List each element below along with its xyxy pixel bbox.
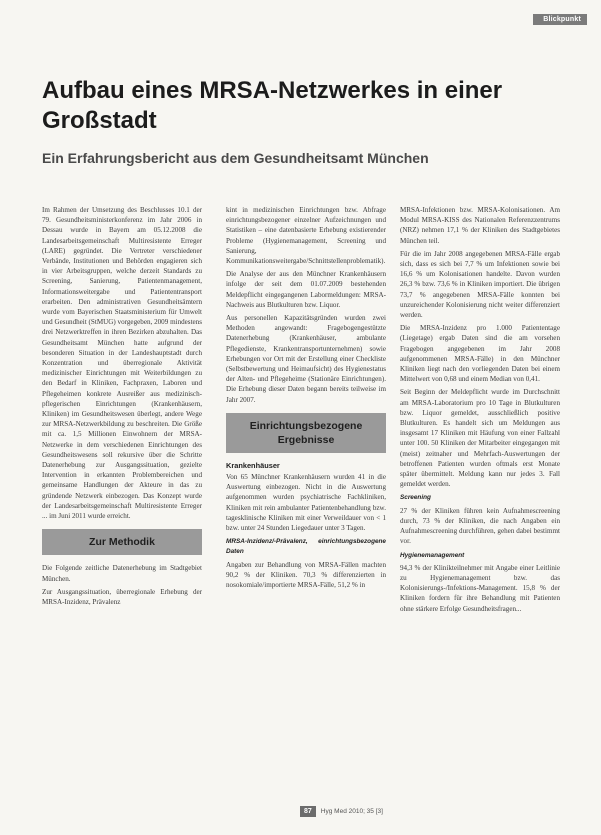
subheading: MRSA-Inzidenz/-Prävalenz, einrichtungsbezogene Daten bbox=[226, 538, 386, 556]
journal-citation: Hyg Med 2010; 35 [3] bbox=[320, 808, 383, 815]
subheading: Krankenhäuser bbox=[226, 460, 280, 470]
paragraph: 94,3 % der Klinikteilnehmer mit Angabe einer Leitlinie zu Hygienemanagement bzw. das Kolonisierungs-/Infektions-Management. 15,8 % der Kliniken fordern für ihre Behandlung mit Patienten ohne stärkere Erfolge Gesundheitsfragen... bbox=[400, 563, 560, 613]
article-subtitle: Ein Erfahrungsbericht aus dem Gesundheitsamt München bbox=[42, 150, 429, 166]
paragraph: Zur Ausgangssituation, überregionale Erhebung der MRSA-Inzidenz, Prävalenz bbox=[42, 587, 202, 606]
paragraph: Aus personellen Kapazitätsgründen wurden zwei Methoden angewandt: Fragebogengestützte Datenerhebung (Krankenhäuser, ambulante Pflegedienste, Krankentransportunternehmen) sowie Erhebungen vor Ort mit der Erstellung einer Checkliste (Selbstbewertung und Heimaufsicht) des Hygienestatus der Alten- und Pflegeheime (Stationäre Einrichtungen). Die Erhebung dieser Daten begann bereits teilweise im Jahr 2007. bbox=[226, 314, 386, 404]
section-tag: Blickpunkt bbox=[533, 14, 587, 25]
paragraph: kint in medizinischen Einrichtungen bzw. Abfrage einrichtungsbezogener einzelner Aufzeichnungen und Statistiken – eine datenbasierte Erhebung existierender Probleme (Hygienemanagement, Screening und Sanierung, Kommunikationsweitergabe/Schnittstellenproblematik). bbox=[226, 206, 386, 266]
paragraph: Für die im Jahr 2008 angegebenen MRSA-Fälle ergab sich, dass es sich bei 7,7 % um Infektionen sowie bei 16,6 % um Kolonisationen handelte. Davon wurden 26,3 % bzw. 73,6 % in Kliniken importiert. Die übrigen 73,7 % angegebenen MRSA-Fälle konnten bei unzureichender Kolonisierung nicht weiter differenziert werden. bbox=[400, 249, 560, 320]
column-2 bbox=[226, 205, 386, 593]
page-footer bbox=[300, 806, 383, 817]
section-heading-box: Zur Methodik bbox=[42, 529, 202, 555]
column-3 bbox=[400, 205, 560, 617]
paragraph: Von 65 Münchner Krankenhäusern wurden 41 in die Auswertung einbezogen. Nicht in die Auswertung aufgenommen wurden psychiatrische Fachkliniken, Kliniken mit rein ambulanter Patientenbehandlung bzw. tagesklinische Kliniken mit einer Verweildauer von < 1 bzw. unter 24 Stunden Liegedauer unter 3 Tagen. bbox=[226, 473, 386, 533]
paragraph: Angaben zur Behandlung von MRSA-Fällen machten 90,2 % der Kliniken. 70,3 % differenzierten in nosokomiale/importierte MRSA-Fälle, 51,2 % in bbox=[226, 560, 386, 590]
page-number: 87 bbox=[300, 806, 316, 817]
paragraph: Die Analyse der aus den Münchner Krankenhäusern infolge der seit dem 01.07.2009 bestehenden Meldepflicht eingegangenen Labormeldungen: MRSA-Nachweis aus Blutkulturen bzw. Liquor. bbox=[226, 270, 386, 309]
subheading: Hygienemanagement bbox=[400, 551, 465, 559]
paragraph: Die Folgende zeitliche Datenerhebung im Stadtgebiet München. bbox=[42, 564, 202, 583]
subheading: Screening bbox=[400, 494, 431, 502]
section-heading-box: Einrichtungsbezogene Ergebnisse bbox=[226, 413, 386, 453]
article-title: Aufbau eines MRSA-Netzwerkes in einer Großstadt bbox=[42, 77, 503, 134]
paragraph: MRSA-Infektionen bzw. MRSA-Kolonisationen. Am Modul MRSA-KISS des Nationalen Referenzzentrums (NRZ) nehmen 17,1 % der Kliniken des Stadtgebietes München teil. bbox=[400, 206, 560, 245]
paragraph: 27 % der Kliniken führen kein Aufnahmescreening durch, 73 % der Kliniken, die nach Angaben ein Aufnahmescreening durchführen, gehen dabei bestimmt vor. bbox=[400, 506, 560, 546]
paragraph: Im Rahmen der Umsetzung des Beschlusses 10.1 der 79. Gesundheitsministerkonferenz im Jahr 2006 in Dessau wurde in Bayern am 05.12.2008 die Landesarbeitsgemeinschaft Multiresistente Erreger (LARE) gegründet. Die Vertreter verschiedener Verbände, Institutionen und Behörden engagieren sich in vier Arbeitsgruppen, welche derzeit Standards zu Screening, Sanierung, Patientenmanagement, Informationsweitergabe und Patiententransport erarbeiten. Den administrativen Gesundheitsämtern wurde vom Bayerischen Staatsministerium für Umwelt und Gesundheit (StMUG) vorgegeben, 2009 mindestens drei Netzwerktreffen in ihren Bezirken abzuhalten. Das Gesundheitsamt München hatte aufgrund der besonderen Situation in der Landeshauptstadt durch Konzentration und überregionale Aktivität medizinischer Einrichtungen mit Weiterbildungen zu den Bedarf in Kliniken, Fachpraxen, Laboren und Pflegeheimen konkrete Ausreißer aus medizinisch-pflegerischen Einrichtungen (Krankenhäusern, Kliniken) im Gesundheitswesen überlegt, andere Wege zur MRSA-Netzwerkbildung zu beschreiten. Die Größe mit ca. 1,5 Millionen Einwohnern der MRSA-Netzwerke in dem verschiedenen Einrichtungen des Gesundheitswesens soll rekursive über die Schritte Datenerhebung zur Ausgangssituation, gezielte Intervention in erkannten Problembereichen und gemeinsame Handlungen der Akteure in das zu gründende Netzwerk einbezogen. Das Konzept wurde der Landesarbeitsgemeinschaft Multiresistente Erreger ... im Juni 2011 wurde erreicht. bbox=[42, 206, 202, 521]
column-1 bbox=[42, 205, 202, 610]
paragraph: Seit Beginn der Meldepflicht wurde im Durchschnitt am MRSA-Laboratorium pro 10 Tage in Blutkulturen bzw. Liquor gemeldet, ausschließlich positive Blutkulturen. Es handelt sich um Meldungen aus insgesamt 17 Kliniken mit Häufung von einer Fallzahl unter 100. 50 Kliniken der Mitarbeiter eingegangen mit (meist) zeitnaher und Mehrfach-Auswertungen der betroffenen Patienten wurden oftmals erst Monate später übermittelt. Meldung kann nur jedes 3. Fall gemeldet werden. bbox=[400, 388, 560, 489]
paragraph: Die MRSA-Inzidenz pro 1.000 Patiententage (Liegetage) ergab Daten sind die am vorsehen Fragebogen angegebenen im Jahr 2008 aufgenommenen MRSA-Fälle) in den Münchner Kliniken liegt nach den vorliegenden Daten bei einem Mittelwert von 0,68 und einem Median von 0,41. bbox=[400, 324, 560, 384]
